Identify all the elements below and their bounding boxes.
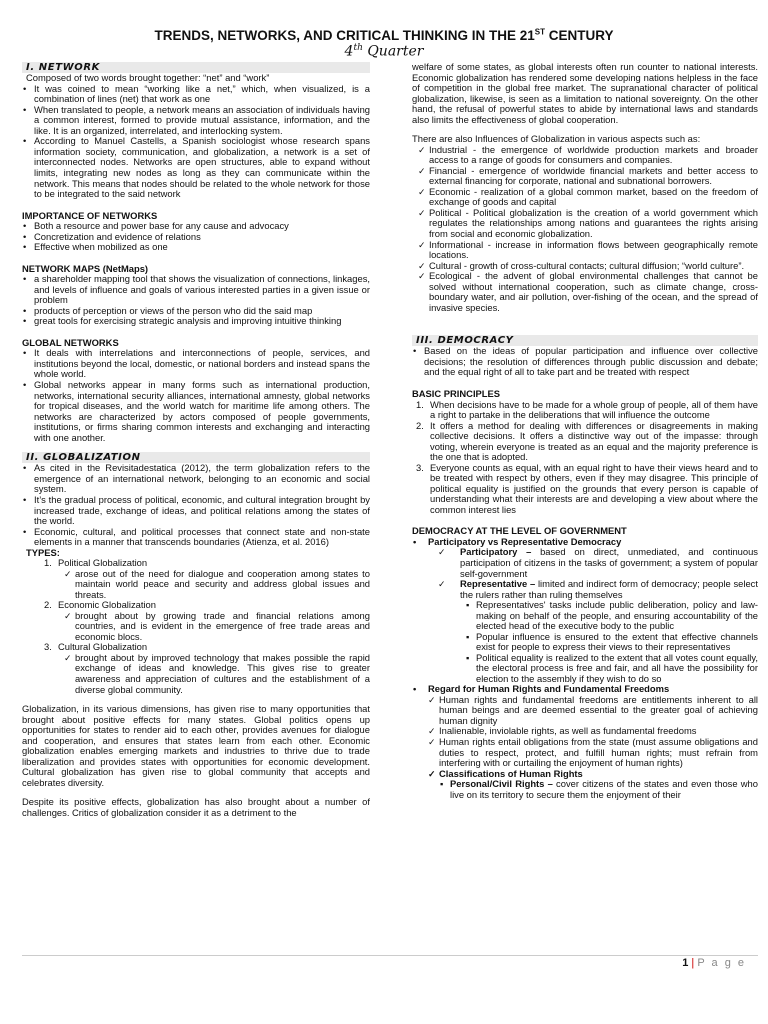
page-footer [682, 957, 746, 969]
list-item: • Concretization and evidence of relations [22, 232, 370, 243]
type-description: ✓ arose out of the need for dialogue and cooperation among states to maintain world peace and security and address global issues and threats. [64, 569, 370, 601]
title-end: CENTURY [544, 28, 614, 43]
globalization-paragraph-2: Despite its positive effects, globalization has also brought about a number of challenges. Critics of globalization consider it as a detriment to the [22, 796, 370, 818]
list-item: • It’s the gradual process of political, economic, and cultural integration brought by increased trade, exchange of ideas, and political relations among the states of the world. [22, 495, 370, 527]
quarter-superscript: th [353, 43, 363, 53]
list-item: • As cited in the Revisitadestatica (2012), the term globalization refers to the emergence of an international network, belonging to an economic and social system. [22, 463, 370, 495]
influences-list [412, 145, 758, 314]
list-item: • When translated to people, a network means an association of individuals having a common interest, formed to provide mutual assistance, information, and the like. It is an organized, interrelated, and interlocking system. [22, 105, 370, 137]
document-title [0, 28, 768, 43]
list-item: ✓ Political - Political globalization is the creation of a world government which regulates the relationships among nations and guarantees the rights arising from social and economic globalization. [418, 208, 758, 240]
netmaps-bullets [22, 274, 370, 327]
influences-intro: There are also Influences of Globalization in various aspects such as: [412, 133, 701, 145]
principle-item [416, 463, 758, 516]
list-item: • According to Manuel Castells, a Spanish sociologist whose research spans information society, communication, and globalization, a network is a set of interconnected nodes. Networks are open structures, able to expand without limits, integrating new nodes as long as they can communicate within the network. This means that nodes should be related to the whole network for those to be integrated to the said network [22, 136, 370, 199]
list-item: ✓ Human rights entail obligations from the state (must assume obligations and duties to respect, protect, and fulfill human rights; must refrain from interfering with or curtailing the enjoyment of human rights) [428, 737, 758, 769]
type-name: Cultural Globalization [58, 641, 148, 653]
representative-label: Representative – [460, 578, 536, 590]
type-item [44, 600, 370, 642]
type-number: 1. [44, 557, 52, 569]
participatory-item [438, 547, 758, 579]
network-bullets [22, 84, 370, 200]
basic-principles-list [412, 400, 758, 516]
section-heading-democracy: III. DEMOCRACY [412, 335, 758, 346]
global-networks-heading: GLOBAL NETWORKS [22, 336, 119, 348]
principle-number: 2. [416, 419, 424, 431]
list-item: • great tools for exercising strategic analysis and improving intuitive thinking [22, 316, 370, 327]
continued-paragraph: welfare of some states, as global interests often run counter to national interests. Economic globalization has rendered some developing nations helpless in the face of competition in the global free market. The supranational character of political globalization, likewise, is seen as a limitation to national sovereignty. On the other hand, the refusal of powerful states to abide by international laws and standards also limits the effectiveness of global cooperation. [412, 61, 758, 125]
quarter-text: Quarter [362, 43, 424, 60]
rights-points [412, 695, 758, 779]
list-item: • Effective when mobilized as one [22, 242, 370, 253]
classifications-list [412, 779, 758, 800]
type-item [44, 558, 370, 600]
globalization-bullets [22, 463, 370, 547]
page-number: 1 [682, 957, 689, 969]
participatory-label: Participatory – [460, 546, 532, 558]
principle-text: When decisions have to be made for a whole group of people, all of them have a right to partake in the deliberations that will influence the outcome [430, 398, 758, 421]
civil-rights-text: cover citizens of the states and even those who live on its territory to secure them the enjoyment of their [450, 778, 758, 800]
list-item: ✓ Human rights and fundamental freedoms are entitlements inherent to all human beings and are deemed essential to the greater goal of achieving human dignity [428, 695, 758, 727]
type-item [44, 642, 370, 695]
title-text: TRENDS, NETWORKS, AND CRITICAL THINKING IN THE 21 [154, 28, 535, 43]
civil-rights-item [440, 779, 758, 800]
representative-points [460, 600, 758, 684]
quarter-subtitle [0, 43, 768, 60]
democracy-bullet [412, 346, 758, 378]
gov-bullet-1: Participatory vs Representative Democracy [428, 535, 622, 547]
type-name: Political Globalization [58, 557, 148, 569]
globalization-paragraph-1: Globalization, in its various dimensions, has given rise to many opportunities that brought about positive effects for many states. Global politics opens up opportunities for states to render aid to each other, provides avenues for dialogue and cooperation, and ensures that states learn from each other. Economic globalization enables emerging markets and industries to thrive due to trade liberalization and provides states with opportunities for economic development. Cultural globalization has given rise to global community that accepts and celebrates diversity. [22, 703, 370, 788]
principle-item [416, 421, 758, 463]
gov-bullet-2: Regard for Human Rights and Fundamental Freedoms [428, 683, 670, 695]
list-item: ▪ Political equality is realized to the extent that all votes count equally, the electoral process is free and fair, and all have the possibility for election to the assembly if they wish to do so [466, 653, 758, 685]
democracy-types [412, 547, 758, 684]
type-number: 2. [44, 599, 52, 611]
global-networks-bullets [22, 348, 370, 443]
left-column [22, 62, 370, 818]
type-number: 3. [44, 641, 52, 653]
list-item: • Global networks appear in many forms such as international production, networks, international security alliances, international amnesty, global networks for tropical diseases, and the world watch for maritime life among others. The networks are characterized by actors composed of people governments, institutions, or firms sharing common interests and exchanging and interacting with one another. [22, 380, 370, 443]
principle-number: 3. [416, 461, 424, 473]
list-item: • Both a resource and power base for any cause and advocacy [22, 221, 370, 232]
list-item: ✓ Classifications of Human Rights [428, 769, 758, 780]
page-label: P a g e [697, 957, 746, 969]
participatory-text: based on direct, unmediated, and continuous participation of citizens in the tasks of government; a system of popular self-government [460, 546, 758, 579]
principle-text: Everyone counts as equal, with an equal right to have their views heard and to be treated with respect by others, even if they may disagree. This principle of political equality is justified on the grounds that every person is capable of understanding what their interests are and developing a view about where the common interest lies [430, 461, 758, 515]
list-item: ✓ Financial - emergence of worldwide financial markets and better access to external financing for corporate, national and subnational borrowers. [418, 166, 758, 187]
globalization-types [22, 558, 370, 695]
right-column [412, 62, 758, 800]
representative-item [438, 579, 758, 684]
basic-principles-heading: BASIC PRINCIPLES [412, 388, 501, 399]
list-item: ✓ Economic - realization of a global common market, based on the freedom of exchange of goods and capital [418, 187, 758, 208]
section-heading-network: I. NETWORK [22, 62, 370, 73]
list-item: • products of perception or views of the person who did the said map [22, 306, 370, 317]
principle-item [416, 400, 758, 421]
importance-heading: IMPORTANCE OF NETWORKS [22, 209, 158, 221]
list-item: ✓ Ecological - the advent of global environmental challenges that cannot be solved without international cooperation, such as climate change, cross-boundary water, and air pollution, over-fishing of the ocean, and the spread of invasive species. [418, 271, 758, 313]
footer-divider [22, 955, 758, 956]
quarter-number: 4 [344, 43, 354, 60]
list-item: • It deals with interrelations and interconnections of people, services, and institutions beyond the local, domestic, or national borders and instead spans the whole world. [22, 348, 370, 380]
types-label: TYPES: [26, 546, 60, 558]
footer-separator: | [691, 957, 695, 969]
list-item: ✓ Cultural - growth of cross-cultural contacts; cultural diffusion; “world culture”. [418, 261, 758, 272]
list-item: • It was coined to mean “working like a net,” which, when visualized, is a combination of lines (net) that work as one [22, 84, 370, 105]
list-item: • Based on the ideas of popular participation and influence over collective decisions; the resolution of differences through public discussion and debate; and the equal right of all to take part and be treated with respect [412, 346, 758, 378]
type-name: Economic Globalization [58, 599, 156, 611]
principle-number: 1. [416, 398, 424, 410]
section-heading-globalization: II. GLOBALIZATION [22, 452, 370, 463]
list-item: ✓ Informational - increase in information flows between geographically remote locations. [418, 240, 758, 261]
principle-text: It offers a method for dealing with differences or disagreements in making collective decisions. It offers a distinctive way out of the impasse: through voting, wherein everyone is treated as an equal and the majority preference is the one that is adopted. [430, 419, 758, 463]
list-item: ▪ Representatives' tasks include public deliberation, policy and law-making on behalf of the people, and ensuring accountability of the elected head of the executive body to the public [466, 600, 758, 632]
type-description: ✓ brought about by improved technology that makes possible the rapid exchange of ideas and knowledge. This gives rise to greater awareness and appreciation of cultures and the establishment of a diverse global community. [64, 653, 370, 695]
network-intro: Composed of two words brought together: “net” and “work” [26, 72, 270, 84]
title-superscript: ST [534, 27, 545, 37]
representative-text: limited and indirect form of democracy; people select the rulers rather than ruling themselves [460, 578, 758, 600]
list-item: • Economic, cultural, and political processes that connect state and non-state elements in a manner that transcends boundaries (Atienza, et al. 2016) [22, 527, 370, 548]
list-item: ▪ Popular influence is ensured to the extent that effective channels exist for people to express their views to their representatives [466, 632, 758, 653]
netmaps-heading: NETWORK MAPS (NetMaps) [22, 262, 149, 274]
type-description: ✓ brought about by growing trade and financial relations among countries, and is evident in the emergence of free trade areas and economic blocs. [64, 611, 370, 643]
list-item: ✓ Industrial - the emergence of worldwide production markets and broader access to a range of goods for consumers and companies. [418, 145, 758, 166]
list-item: ✓ Inalienable, inviolable rights, as well as fundamental freedoms [428, 726, 758, 737]
list-item: • a shareholder mapping tool that shows the visualization of connections, linkages, and levels of influence and goals of various interested parties in a given issue or problem [22, 274, 370, 306]
gov-democracy-heading: DEMOCRACY AT THE LEVEL OF GOVERNMENT [412, 525, 627, 537]
importance-bullets [22, 221, 370, 253]
civil-rights-label: Personal/Civil Rights – [450, 778, 553, 790]
